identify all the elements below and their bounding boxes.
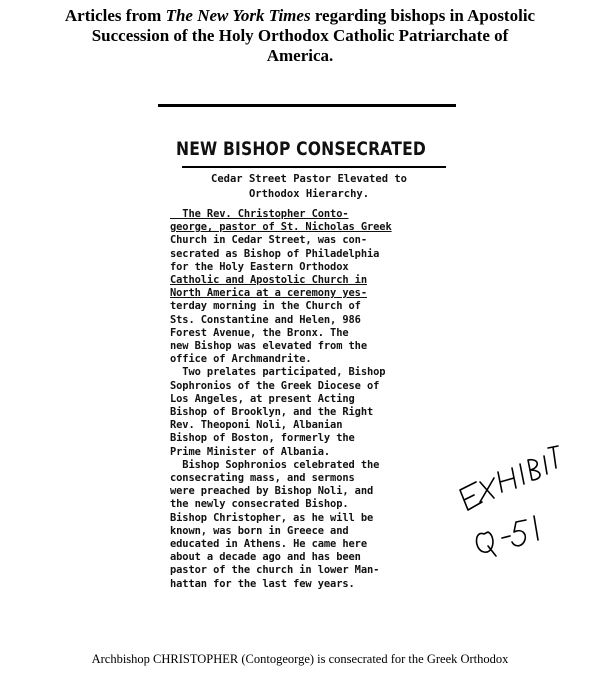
header-line-2: Succession of the Holy Orthodox Catholic Patriarchate of bbox=[91, 26, 509, 45]
clipping-headline: NEW BISHOP CONSECRATED bbox=[176, 138, 426, 160]
article-line: Bishop of Brooklyn, and the Right bbox=[170, 406, 374, 419]
article-line: Bishop Sophronios celebrated the bbox=[170, 458, 380, 471]
article-line: about a decade ago and has been bbox=[170, 551, 361, 564]
article-line: secrated as Bishop of Philadelphia bbox=[170, 247, 380, 260]
header-line-3: America. bbox=[266, 46, 334, 65]
article-line: Rev. Theoponi Noli, Albanian bbox=[170, 419, 343, 432]
article-line: Bishop Christopher, as he will be bbox=[170, 511, 374, 524]
article-line: consecrating mass, and sermons bbox=[170, 472, 355, 485]
article-line: Bishop of Boston, formerly the bbox=[170, 432, 355, 445]
newspaper-clipping bbox=[170, 138, 448, 618]
article-line: Sts. Constantine and Helen, 986 bbox=[170, 313, 361, 326]
caption: Archbishop CHRISTOPHER (Contogeorge) is consecrated for the Greek Orthodox bbox=[91, 652, 509, 666]
header-divider bbox=[158, 104, 456, 107]
article-line: Sophronios of the Greek Diocese of bbox=[170, 379, 380, 392]
exhibit-stamp-handwriting bbox=[450, 430, 560, 570]
article-line: new Bishop was elevated from the bbox=[170, 340, 367, 353]
article-line: known, was born in Greece and bbox=[170, 524, 349, 537]
headline-rule bbox=[182, 166, 446, 168]
subhead-line-1: Cedar Street Pastor Elevated to bbox=[211, 173, 407, 185]
page-header bbox=[10, 6, 590, 66]
article-line: pastor of the church in lower Man- bbox=[170, 564, 380, 577]
article-body bbox=[170, 208, 448, 591]
article-line: the newly consecrated Bishop. bbox=[170, 498, 349, 511]
article-line: The Rev. Christopher Conto- bbox=[170, 208, 349, 220]
article-line: terday morning in the Church of bbox=[170, 300, 361, 313]
article-line: Prime Minister of Albania. bbox=[170, 445, 331, 458]
header-prefix: Articles from bbox=[64, 6, 166, 25]
header-suffix: regarding bishops in Apostolic bbox=[310, 6, 536, 25]
article-line: North America at a ceremony yes- bbox=[170, 287, 367, 300]
subhead-line-2: Orthodox Hierarchy. bbox=[248, 188, 370, 200]
article-line: Two prelates participated, Bishop bbox=[170, 366, 386, 379]
newspaper-name: The New York Times bbox=[165, 6, 311, 25]
article-line: Forest Avenue, the Bronx. The bbox=[170, 326, 349, 339]
article-line: george, pastor of St. Nicholas Greek bbox=[170, 221, 392, 234]
header-line-1 bbox=[10, 6, 590, 26]
article-line: Church in Cedar Street, was con- bbox=[170, 234, 367, 247]
article-line: educated in Athens. He came here bbox=[170, 538, 367, 551]
article-line: hattan for the last few years. bbox=[170, 577, 355, 590]
article-line: were preached by Bishop Noli, and bbox=[170, 485, 374, 498]
article-line: office of Archmandrite. bbox=[170, 353, 312, 366]
clipping-subhead bbox=[170, 172, 448, 202]
article-line: Los Angeles, at present Acting bbox=[170, 392, 355, 405]
article-line: Catholic and Apostolic Church in bbox=[170, 274, 367, 287]
exhibit-stamp bbox=[450, 430, 560, 570]
article-line: for the Holy Eastern Orthodox bbox=[170, 260, 349, 273]
